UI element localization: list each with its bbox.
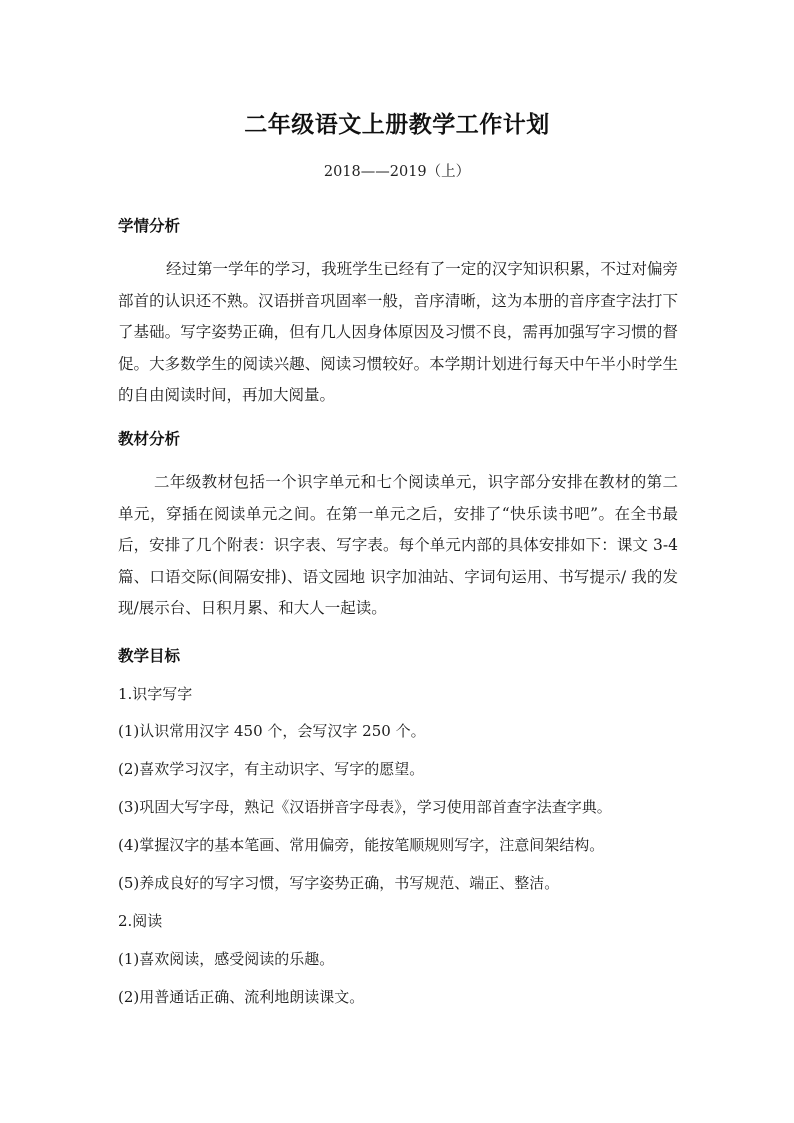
paragraph-textbook-analysis: 二年级教材包括一个识字单元和七个阅读单元，识字部分安排在教材的第二单元，穿插在阅读单元之间。在第一单元之后，安排了“快乐读书吧”。在全书最后，安排了几个附表：识字表、写字表。每个单元内部的具体安排如下：课文 3-4 篇、口语交际(间隔安排)、语文园地 识字加油站、字词句运用、书写提示/ 我的发现/展示台、日积月累、和大人一起读。 bbox=[118, 473, 678, 617]
goal-item: (2)用普通话正确、流利地朗读课文。 bbox=[118, 988, 365, 1006]
section-heading-textbook-analysis: 教材分析 bbox=[118, 429, 181, 448]
section-heading-teaching-goals: 教学目标 bbox=[118, 646, 181, 665]
goal-item: (2)喜欢学习汉字，有主动识字、写字的愿望。 bbox=[118, 760, 425, 778]
goal-item-reading-heading: 2.阅读 bbox=[118, 912, 163, 930]
goal-item: (4)掌握汉字的基本笔画、常用偏旁，能按笔顺规则写字，注意间架结构。 bbox=[118, 836, 605, 854]
paragraph-student-analysis: 经过第一学年的学习，我班学生已经有了一定的汉字知识积累，不过对偏旁部首的认识还不熟。汉语拼音巩固率一般，音序清晰，这为本册的音序查字法打下了基础。写字姿势正确，但有几人因身体原因及习惯不良，需再加强写字习惯的督促。大多数学生的阅读兴趣、阅读习惯较好。本学期计划进行每天中午半小时学生的自由阅读时间，再加大阅量。 bbox=[118, 260, 678, 404]
goal-item: (3)巩固大写字母，熟记《汉语拼音字母表》，学习使用部首查字法查字典。 bbox=[118, 798, 612, 816]
document-subtitle: 2018——2019（上） bbox=[323, 164, 471, 180]
goal-item: (1)喜欢阅读，感受阅读的乐趣。 bbox=[118, 950, 335, 968]
document-title: 二年级语文上册教学工作计划 bbox=[244, 111, 550, 138]
section-heading-student-analysis: 学情分析 bbox=[118, 216, 181, 235]
goal-item-literacy-heading: 1.识字写字 bbox=[118, 685, 193, 703]
goal-item: (1)认识常用汉字 450 个，会写汉字 250 个。 bbox=[118, 722, 426, 740]
goal-item: (5)养成良好的写字习惯，写字姿势正确，书写规范、端正、整洁。 bbox=[118, 874, 560, 892]
